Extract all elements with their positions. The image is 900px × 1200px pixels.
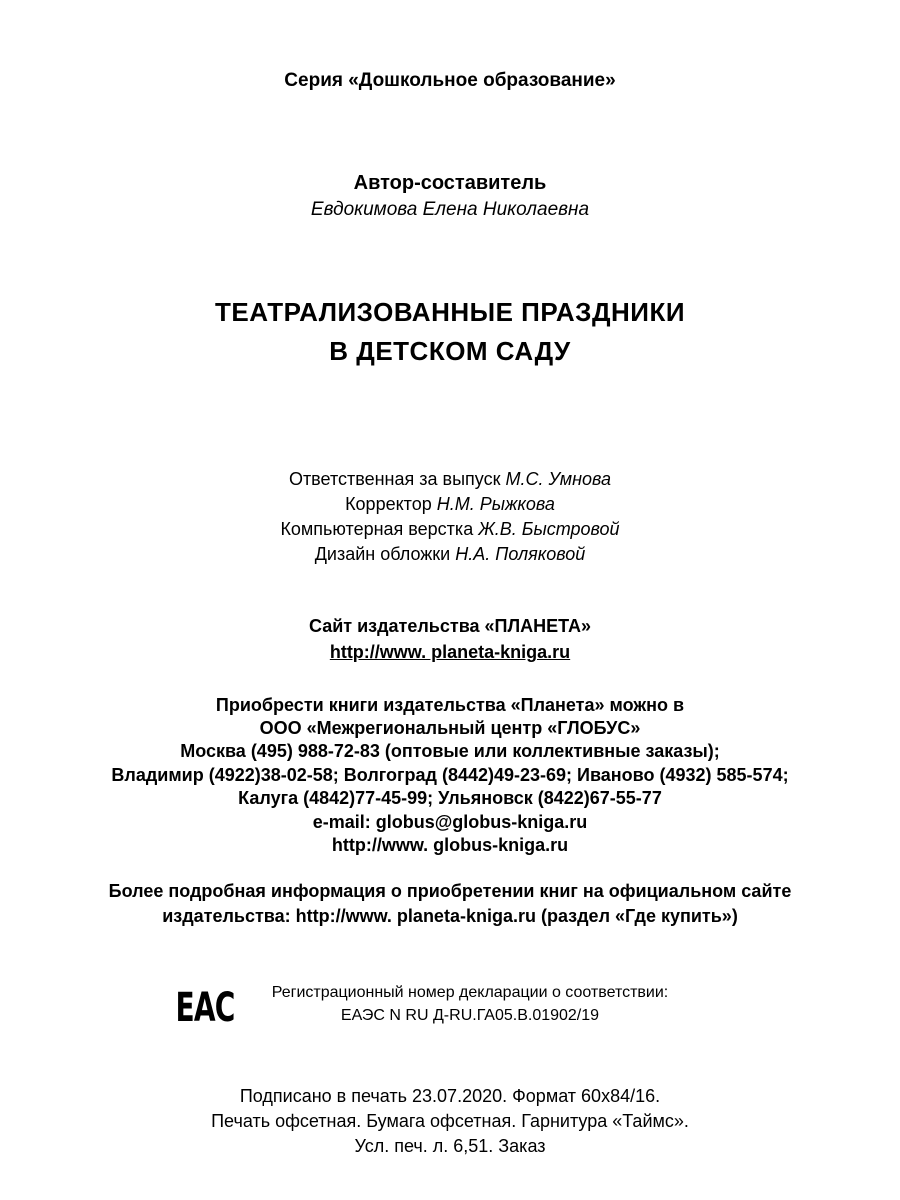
credit-role: Дизайн обложки [314, 544, 451, 565]
credit-line [0, 492, 900, 517]
purchase-line: Владимир (4922)38-02-58; Волгоград (8442)49-23-69; Иваново (4932) 585-574; [111, 764, 789, 785]
more-info-line: Более подробная информация о приобретении книг на официальном сайте [108, 881, 792, 902]
credit-line [0, 467, 900, 492]
eac-declaration-line-2: ЕАЭС N RU Д-RU.ГА05.В.01902/19 [340, 1006, 600, 1024]
credit-name: Ж.В. Быстровой [478, 519, 620, 540]
purchase-line: http://www. globus-kniga.ru [331, 834, 569, 855]
author-name: Евдокимова Елена Николаевна [310, 199, 590, 220]
print-info-line: Усл. печ. л. 6,51. Заказ [354, 1136, 546, 1157]
credit-line [0, 517, 900, 542]
credit-role: Ответственная за выпуск [288, 468, 501, 489]
print-info-block [0, 1084, 900, 1160]
eac-declaration-text [272, 981, 669, 1027]
book-title [0, 293, 900, 371]
purchase-line: Калуга (4842)77-45-99; Ульяновск (8422)67-55-77 [238, 788, 662, 809]
credit-name: Н.М. Рыжкова [436, 493, 555, 514]
publisher-site-label: Сайт издательства «ПЛАНЕТА» [308, 616, 591, 637]
purchase-info-block [0, 694, 900, 858]
svg-text:ЕАС: ЕАС [175, 985, 235, 1028]
certification-block [0, 980, 870, 1028]
credit-line [0, 542, 900, 567]
eac-declaration-line-1: Регистрационный номер декларации о соответствии: [271, 983, 669, 1001]
author-block [0, 170, 900, 223]
publisher-site-url: http://www. planeta-kniga.ru [329, 642, 571, 663]
credit-name: М.С. Умнова [505, 468, 612, 489]
credit-name: Н.А. Поляковой [455, 544, 586, 565]
credits-block [0, 467, 900, 568]
purchase-line: ООО «Межрегиональный центр «ГЛОБУС» [259, 717, 641, 738]
author-heading: Автор-составитель [353, 172, 547, 194]
series-line: Серия «Дошкольное образование» [284, 70, 616, 91]
credit-role: Компьютерная верстка [280, 519, 474, 540]
print-info-line: Подписано в печать 23.07.2020. Формат 60x84/16. [239, 1085, 661, 1106]
print-info-line: Печать офсетная. Бумага офсетная. Гарнитура «Таймс». [211, 1111, 689, 1132]
purchase-line: e-mail: globus@globus-kniga.ru [312, 811, 588, 832]
more-info-line: издательства: http://www. planeta-kniga.ru (раздел «Где купить») [162, 905, 738, 926]
purchase-line: Приобрести книги издательства «Планета» можно в [215, 694, 685, 715]
book-title-line-2: В ДЕТСКОМ САДУ [329, 335, 571, 366]
credit-role: Корректор [345, 493, 432, 514]
book-title-line-1: ТЕАТРАЛИЗОВАННЫЕ ПРАЗДНИКИ [214, 296, 686, 327]
eac-mark-icon [172, 980, 238, 1028]
purchase-line: Москва (495) 988-72-83 (оптовые или коллективные заказы); [180, 741, 720, 762]
more-info-block [0, 879, 900, 928]
publisher-site-block [0, 613, 900, 665]
